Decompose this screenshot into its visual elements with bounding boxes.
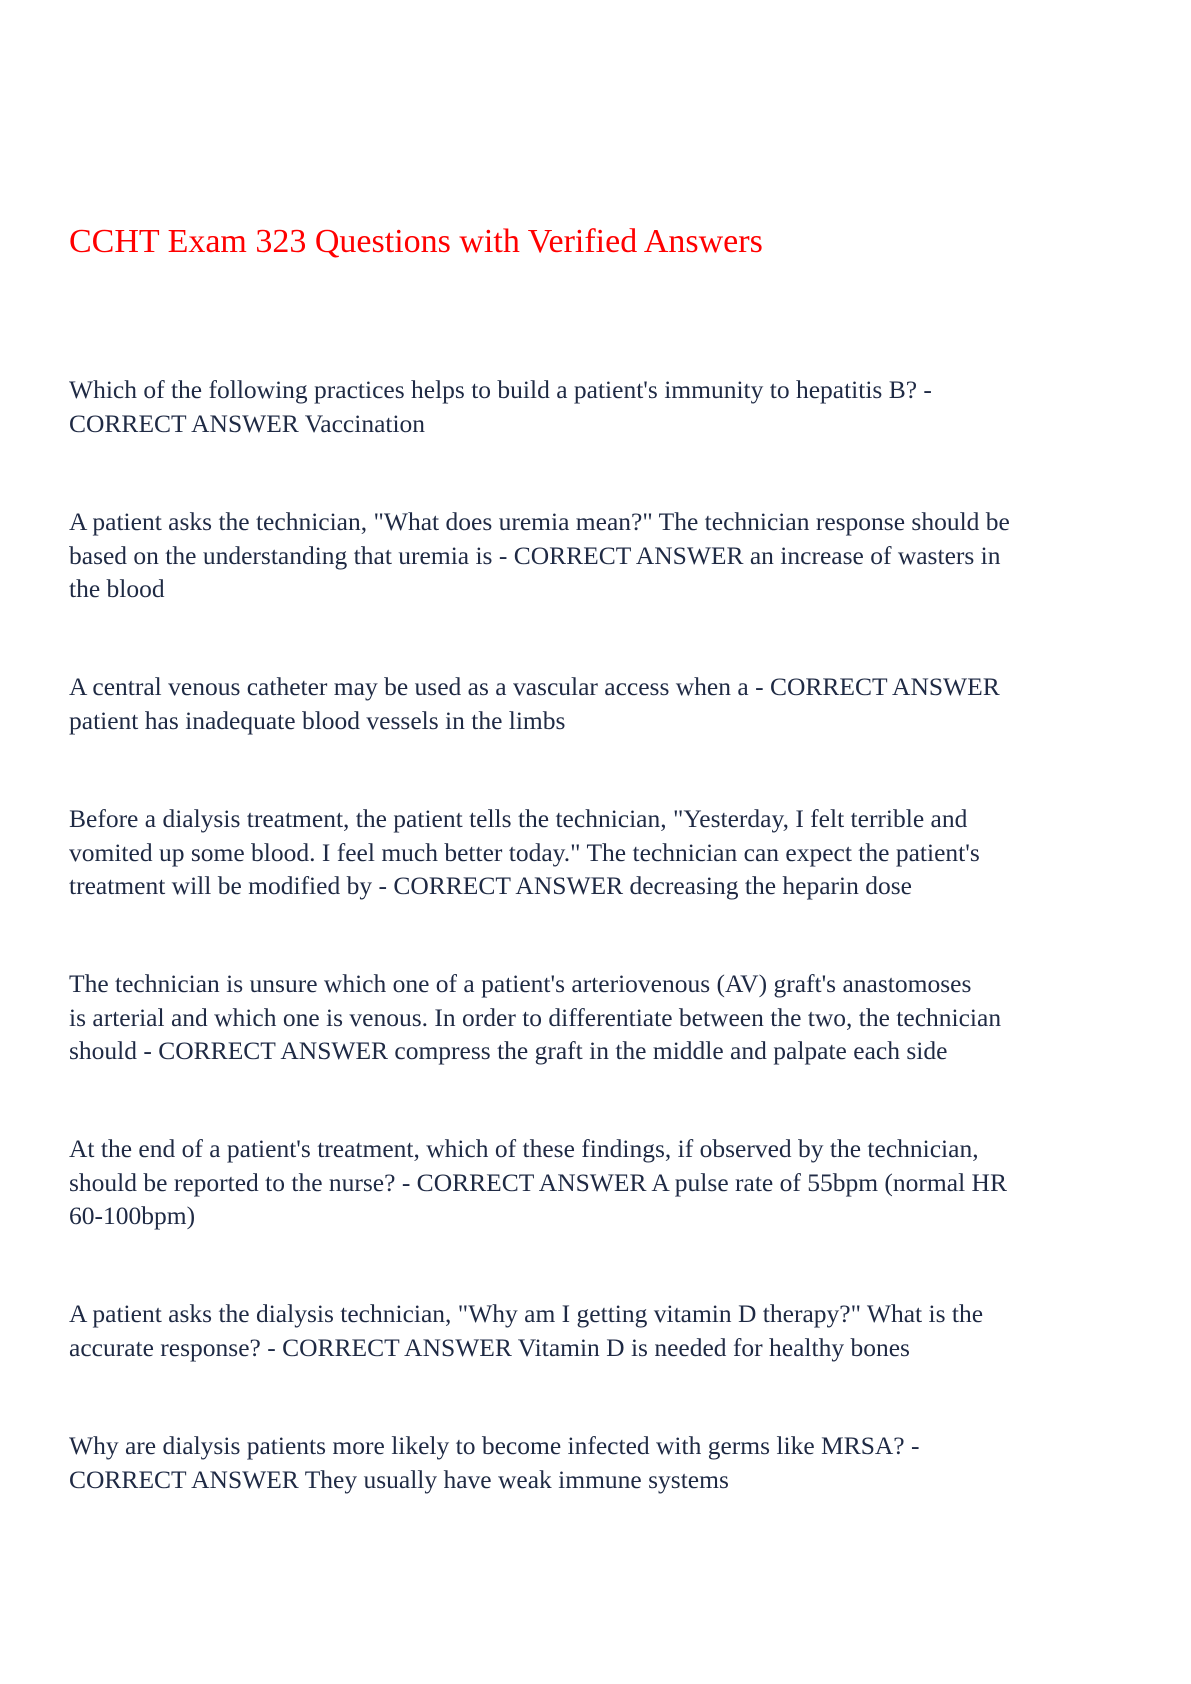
qa-text-line: should - CORRECT ANSWER compress the graft in the middle and palpate each side [69,1036,948,1065]
qa-text-line: CORRECT ANSWER Vaccination [69,408,426,438]
qa-text-line: accurate response? - CORRECT ANSWER Vitamin D is needed for healthy bones [69,1332,910,1362]
qa-item [69,670,1134,737]
qa-item [69,373,1134,440]
document-title: CCHT Exam 323 Questions with Verified Answers [69,223,763,260]
qa-text-line: A patient asks the dialysis technician, "Why am I getting vitamin D therapy?" What is the [69,1299,984,1328]
qa-text-line: should be reported to the nurse? - CORRECT ANSWER A pulse rate of 55bpm (normal HR [69,1167,1007,1197]
qa-text-line: the blood [69,574,165,603]
qa-text-line: vomited up some blood. I feel much better today." The technician can expect the patient's [69,837,980,867]
qa-item [69,1297,1134,1364]
qa-item [69,1429,1134,1496]
qa-text-line: Which of the following practices helps to build a patient's immunity to hepatitis B? - [69,375,932,404]
qa-text-line: is arterial and which one is venous. In order to differentiate between the two, the technician [69,1002,1002,1032]
qa-text-line: Before a dialysis treatment, the patient tells the technician, "Yesterday, I felt terrible and [69,804,968,833]
qa-text-line: CORRECT ANSWER They usually have weak immune systems [69,1464,729,1494]
qa-text-line: A patient asks the technician, "What does uremia mean?" The technician response should be [69,507,1010,536]
qa-item [69,505,1134,606]
qa-text-line: The technician is unsure which one of a patient's arteriovenous (AV) graft's anastomoses [69,969,972,998]
qa-item [69,967,1134,1068]
qa-text-line: treatment will be modified by - CORRECT ANSWER decreasing the heparin dose [69,871,912,900]
qa-item [69,802,1134,903]
qa-text-line: patient has inadequate blood vessels in the limbs [69,705,566,735]
qa-item [69,1132,1134,1233]
qa-text-line: 60-100bpm) [69,1201,196,1230]
qa-text-line: based on the understanding that uremia is - CORRECT ANSWER an increase of wasters in [69,540,1001,570]
qa-text-line: At the end of a patient's treatment, which of these findings, if observed by the technician, [69,1134,979,1163]
qa-text-line: A central venous catheter may be used as a vascular access when a - CORRECT ANSWER [69,672,1000,701]
qa-text-line: Why are dialysis patients more likely to become infected with germs like MRSA? - [69,1431,920,1460]
